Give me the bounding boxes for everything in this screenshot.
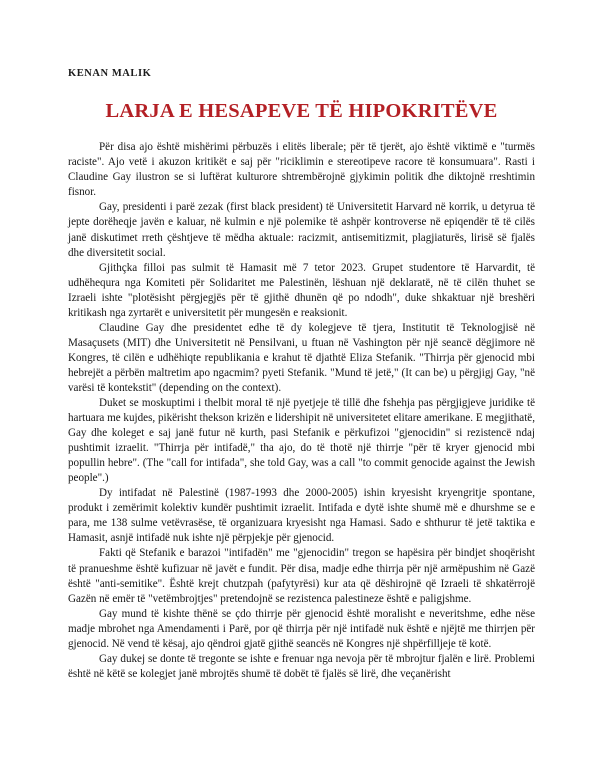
paragraph: Gjithçka filloi pas sulmit të Hamasit më 7 tetor 2023. Grupet studentore të Harvardit, të udhëhequra nga Komiteti për Solidaritet me Palestinën, lëshuan një deklaratë, në të cilën thuhet se Izraeli ishte "plotësisht përgjegjës për të gjithë dhunën që po ndodh", duke shkaktuar një breshëri kritikash nga zyrtarët e universitetit për mungesën e reaksionit. [68, 261, 535, 319]
paragraph: Duket se moskuptimi i thelbit moral të një pyetjeje të tillë dhe fshehja pas përgjigjeve juridike të hartuara me kujdes, pikërisht thekson krizën e lidershipit në universitetet elitare amerikane. E megjithatë, Gay dhe koleget e saj janë futur në kurth, pasi Stefanik e përkufizoi "gjenocidin" si rezistencë ndaj pushtimit izraelit. "Thirrja për intifadë," tha ajo, do të thotë një thirrje "për të kryer gjenocid mbi popullin hebre". (The "call for intifada", she told Gay, was a call "to commit genocide against the Jewish people".) [68, 397, 536, 485]
paragraph: Fakti që Stefanik e barazoi "intifadën" me "gjenocidin" tregon se hapësira për bindjet shoqërisht të pranueshme është kufizuar në javët e fundit. Për disa, madje edhe thirrja për një armëpushim në Gazë është "anti-semitike". Është krejt chutzpah (pafytyrësi) kur ata që dëshirojnë që Izraeli të shkatërrojë Gazën në emër të "vetëmbrojtjes" pretendojnë se rezistenca palestineze është e paligjshme. [68, 547, 535, 605]
paragraph: Për disa ajo është mishërimi përbuzës i elitës liberale; për të tjerët, ajo është viktimë e "turmës raciste". Ajo vetë i akuzon kritikët e saj për "riciklimin e stereotipeve racore të konsumuara". Rasti i Claudine Gay ilustron se si luftërat kulturore shtrembërojnë gjykimin politik dhe diktojnë rreshtimin fisnor. [68, 141, 535, 199]
paragraph: Gay mund të kishte thënë se çdo thirrje për gjenocid është moralisht e neveritshme, edhe nëse madje mbrohet nga Amendamenti i Parë, por që thirrja për një intifadë nuk është e njëjtë me thirrjen për gjenocid. Në vend të kësaj, ajo qëndroi gjatë gjithë seancës në Kongres një shpërfilljeje të kotë. [68, 607, 535, 650]
article-body [68, 140, 535, 682]
paragraph: Dy intifadat në Palestinë (1987-1993 dhe 2000-2005) ishin kryesisht kryengritje spontane, produkt i zemërimit kolektiv kundër pushtimit izraelit. Intifada e dytë ishte shumë më e dhurshme se e para, me 138 sulme vetëvrasëse, të organizuara kryesisht nga Hamasi. Sado e shthurur të jetë taktika e Hamasit, asnjë intifadë nuk ishte një përpjekje për gjenocid. [68, 487, 535, 545]
paragraph: Claudine Gay dhe presidentet edhe të dy kolegjeve të tjera, Institutit të Teknologjisë në Masaçusets (MIT) dhe Universitetit në Pensilvani, u ftuan në Vashington për një seancë dëgjimore në Kongres, të cilën e udhëhiqte republikania e krahut të djathtë Eliza Stefanik. "Thirrja për gjenocid mbi hebrejët a përbën maltretim apo ngacmim? pyeti Stefanik. "Mund të jetë," (It can be) u përgjigj Gay, "në varësi të kontekstit" (depending on the context). [68, 321, 535, 394]
paragraph: Gay dukej se donte të tregonte se ishte e frenuar nga nevoja për të mbrojtur fjalën e lirë. Problemi është në këtë se kolegjet janë mbrojtës shumë të dobët të fjalës së lirë, dhe veçanërisht [68, 652, 535, 680]
author-byline: KENAN MALIK [68, 68, 152, 79]
paragraph: Gay, presidenti i parë zezak (first black president) të Universitetit Harvard në korrik, u detyrua të jepte dorëheqje javën e kaluar, në kulmin e një polemike të ashpër kontroverse në epiqendër të të cilës janë diskutimet rreth çështjeve të mëdha aktuale: racizmit, antisemitizmit, plagjiaturës, lirisë së fjalës dhe diversitetit social. [68, 201, 535, 259]
page-title: LARJA E HESAPEVE TË HIPOKRITËVE [105, 99, 498, 122]
